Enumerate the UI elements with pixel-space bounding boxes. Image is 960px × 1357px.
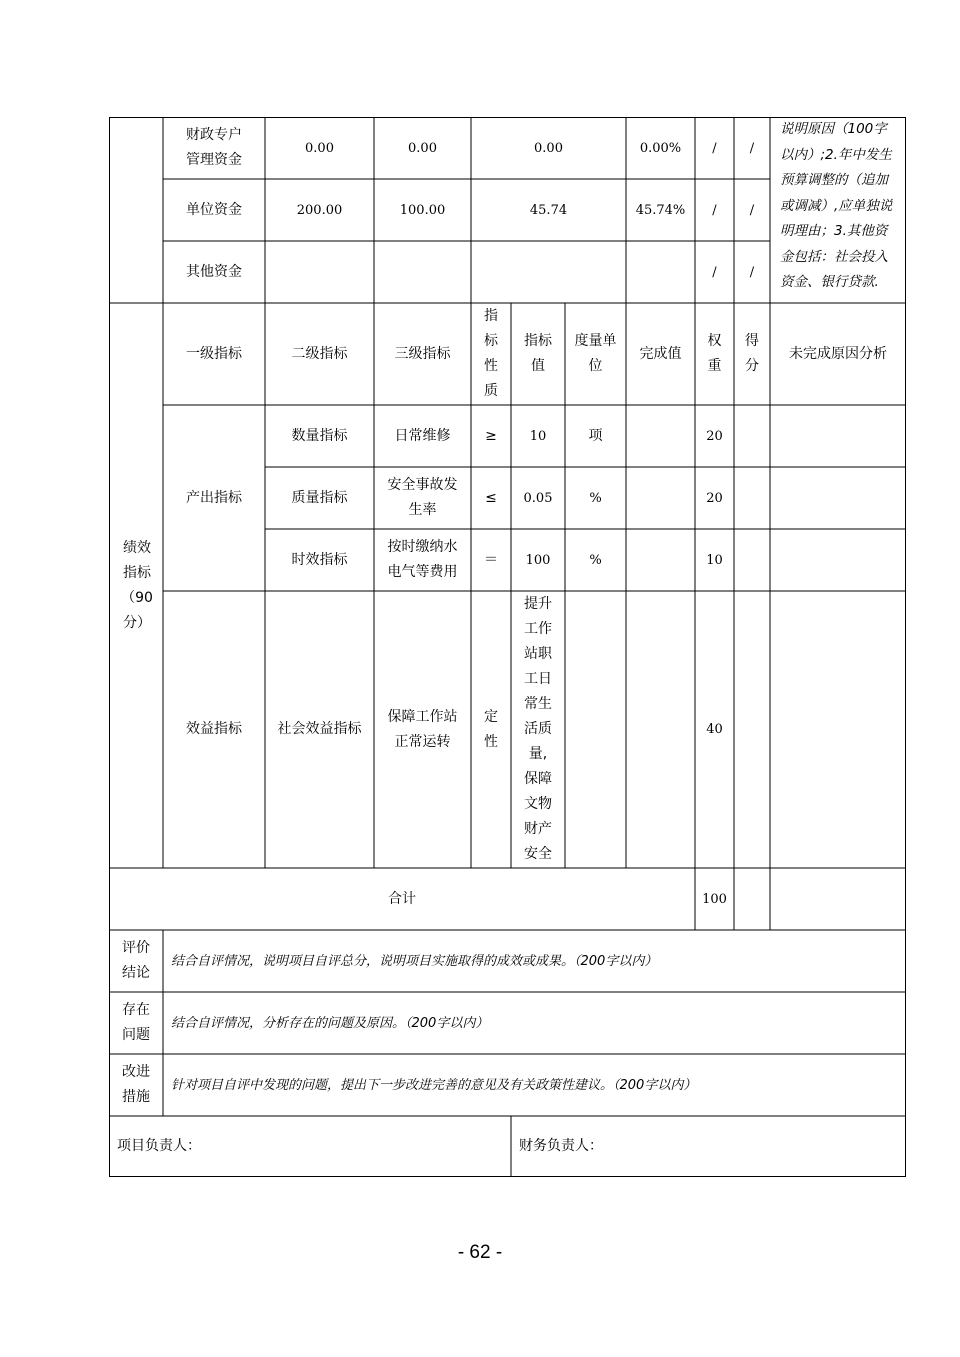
finance-lead-label: 财务负责人： xyxy=(519,1138,603,1154)
header-value: 指标值 xyxy=(524,333,552,374)
fund-caizheng-s2: / xyxy=(749,140,755,156)
benefit-weight: 40 xyxy=(706,722,723,737)
benefit-l3: 保障工作站正常运转 xyxy=(387,708,458,750)
fund-danwei-s2: / xyxy=(749,202,755,218)
header-score: 得分 xyxy=(745,333,759,374)
output-row2-unit: % xyxy=(589,490,602,506)
fund-caizheng-v2: 0.00 xyxy=(408,140,437,156)
output-row3-l2: 时效指标 xyxy=(291,551,348,568)
output-row1-nature: ≥ xyxy=(485,427,497,444)
output-row1-l3: 日常维修 xyxy=(394,427,451,444)
perf-section-label: 绩效指标（90分） xyxy=(121,539,153,631)
output-row3-value: 100 xyxy=(525,552,551,568)
fund-danwei-v3: 45.74 xyxy=(529,202,568,218)
fund-label-qita: 其他资金 xyxy=(186,263,242,280)
fund-caizheng-v1: 0.00 xyxy=(305,140,334,156)
measures-label: 改进措施 xyxy=(122,1064,150,1105)
fund-caizheng-v3: 0.00 xyxy=(534,140,563,156)
header-level2: 二级指标 xyxy=(291,345,348,362)
output-row3-l3: 按时缴纳水电气等费用 xyxy=(387,539,458,580)
conclusion-label: 评价结论 xyxy=(122,940,150,981)
benefit-value: 提升工作站职工日常生活质量,保障文物财产安全 xyxy=(524,596,552,862)
fund-note: 说明原因（100字以内）;2.年中发生预算调整的（追加或调减）,应单独说明理由；3.其他资金包括：社会投入资金、银行贷款. xyxy=(780,121,893,290)
header-weight: 权重 xyxy=(707,333,722,374)
header-unit: 度量单位 xyxy=(574,333,617,374)
conclusion-text: 结合自评情况，说明项目自评总分，说明项目实施取得的成效或成果。（200字以内） xyxy=(171,953,658,969)
measures-text: 针对项目自评中发现的问题，提出下一步改进完善的意见及有关政策性建议。（200字以内） xyxy=(171,1077,697,1093)
header-nature: 指标性质 xyxy=(484,308,498,399)
output-row1-value: 10 xyxy=(529,428,547,444)
header-level3: 三级指标 xyxy=(394,345,451,362)
fund-label-danwei: 单位资金 xyxy=(186,201,242,218)
output-row1-l2: 数量指标 xyxy=(291,427,348,444)
fund-caizheng-s1: / xyxy=(712,140,717,156)
output-row2-nature: ≤ xyxy=(485,489,497,506)
output-row2-l3: 安全事故发生率 xyxy=(387,477,458,518)
output-row3-unit: % xyxy=(589,552,602,568)
problems-text: 结合自评情况，分析存在的问题及原因。（200字以内） xyxy=(171,1015,489,1031)
benefit-indicator-label: 效益指标 xyxy=(186,721,242,737)
fund-danwei-s1: / xyxy=(712,202,717,218)
fund-caizheng-rate: 0.00% xyxy=(639,140,682,156)
header-reason: 未完成原因分析 xyxy=(789,345,887,362)
benefit-nature: 定性 xyxy=(484,708,498,750)
fund-label-caizheng: 财政专户管理资金 xyxy=(186,127,242,168)
output-row3-weight: 10 xyxy=(706,552,723,568)
problems-label: 存在问题 xyxy=(122,1002,150,1043)
project-lead-label: 项目负责人： xyxy=(117,1138,201,1154)
total-weight: 100 xyxy=(702,891,727,907)
header-completed: 完成值 xyxy=(639,345,682,362)
fund-danwei-rate: 45.74% xyxy=(635,202,686,218)
page-number: - 62 - xyxy=(457,1242,503,1263)
output-row2-weight: 20 xyxy=(706,490,723,506)
total-label: 合计 xyxy=(388,890,416,907)
budget-performance-table xyxy=(109,117,906,1177)
fund-qita-s2: / xyxy=(749,264,755,280)
fund-danwei-v2: 100.00 xyxy=(399,202,446,218)
output-row2-value: 0.05 xyxy=(523,490,553,506)
output-row2-l2: 质量指标 xyxy=(291,489,348,506)
output-indicator-label: 产出指标 xyxy=(186,489,242,506)
output-row3-nature: ＝ xyxy=(484,551,498,568)
header-level1: 一级指标 xyxy=(186,345,242,362)
output-row1-weight: 20 xyxy=(706,428,723,444)
output-row1-unit: 项 xyxy=(588,427,603,444)
fund-qita-s1: / xyxy=(712,264,717,280)
benefit-l2: 社会效益指标 xyxy=(277,721,362,737)
fund-danwei-v1: 200.00 xyxy=(296,202,343,218)
